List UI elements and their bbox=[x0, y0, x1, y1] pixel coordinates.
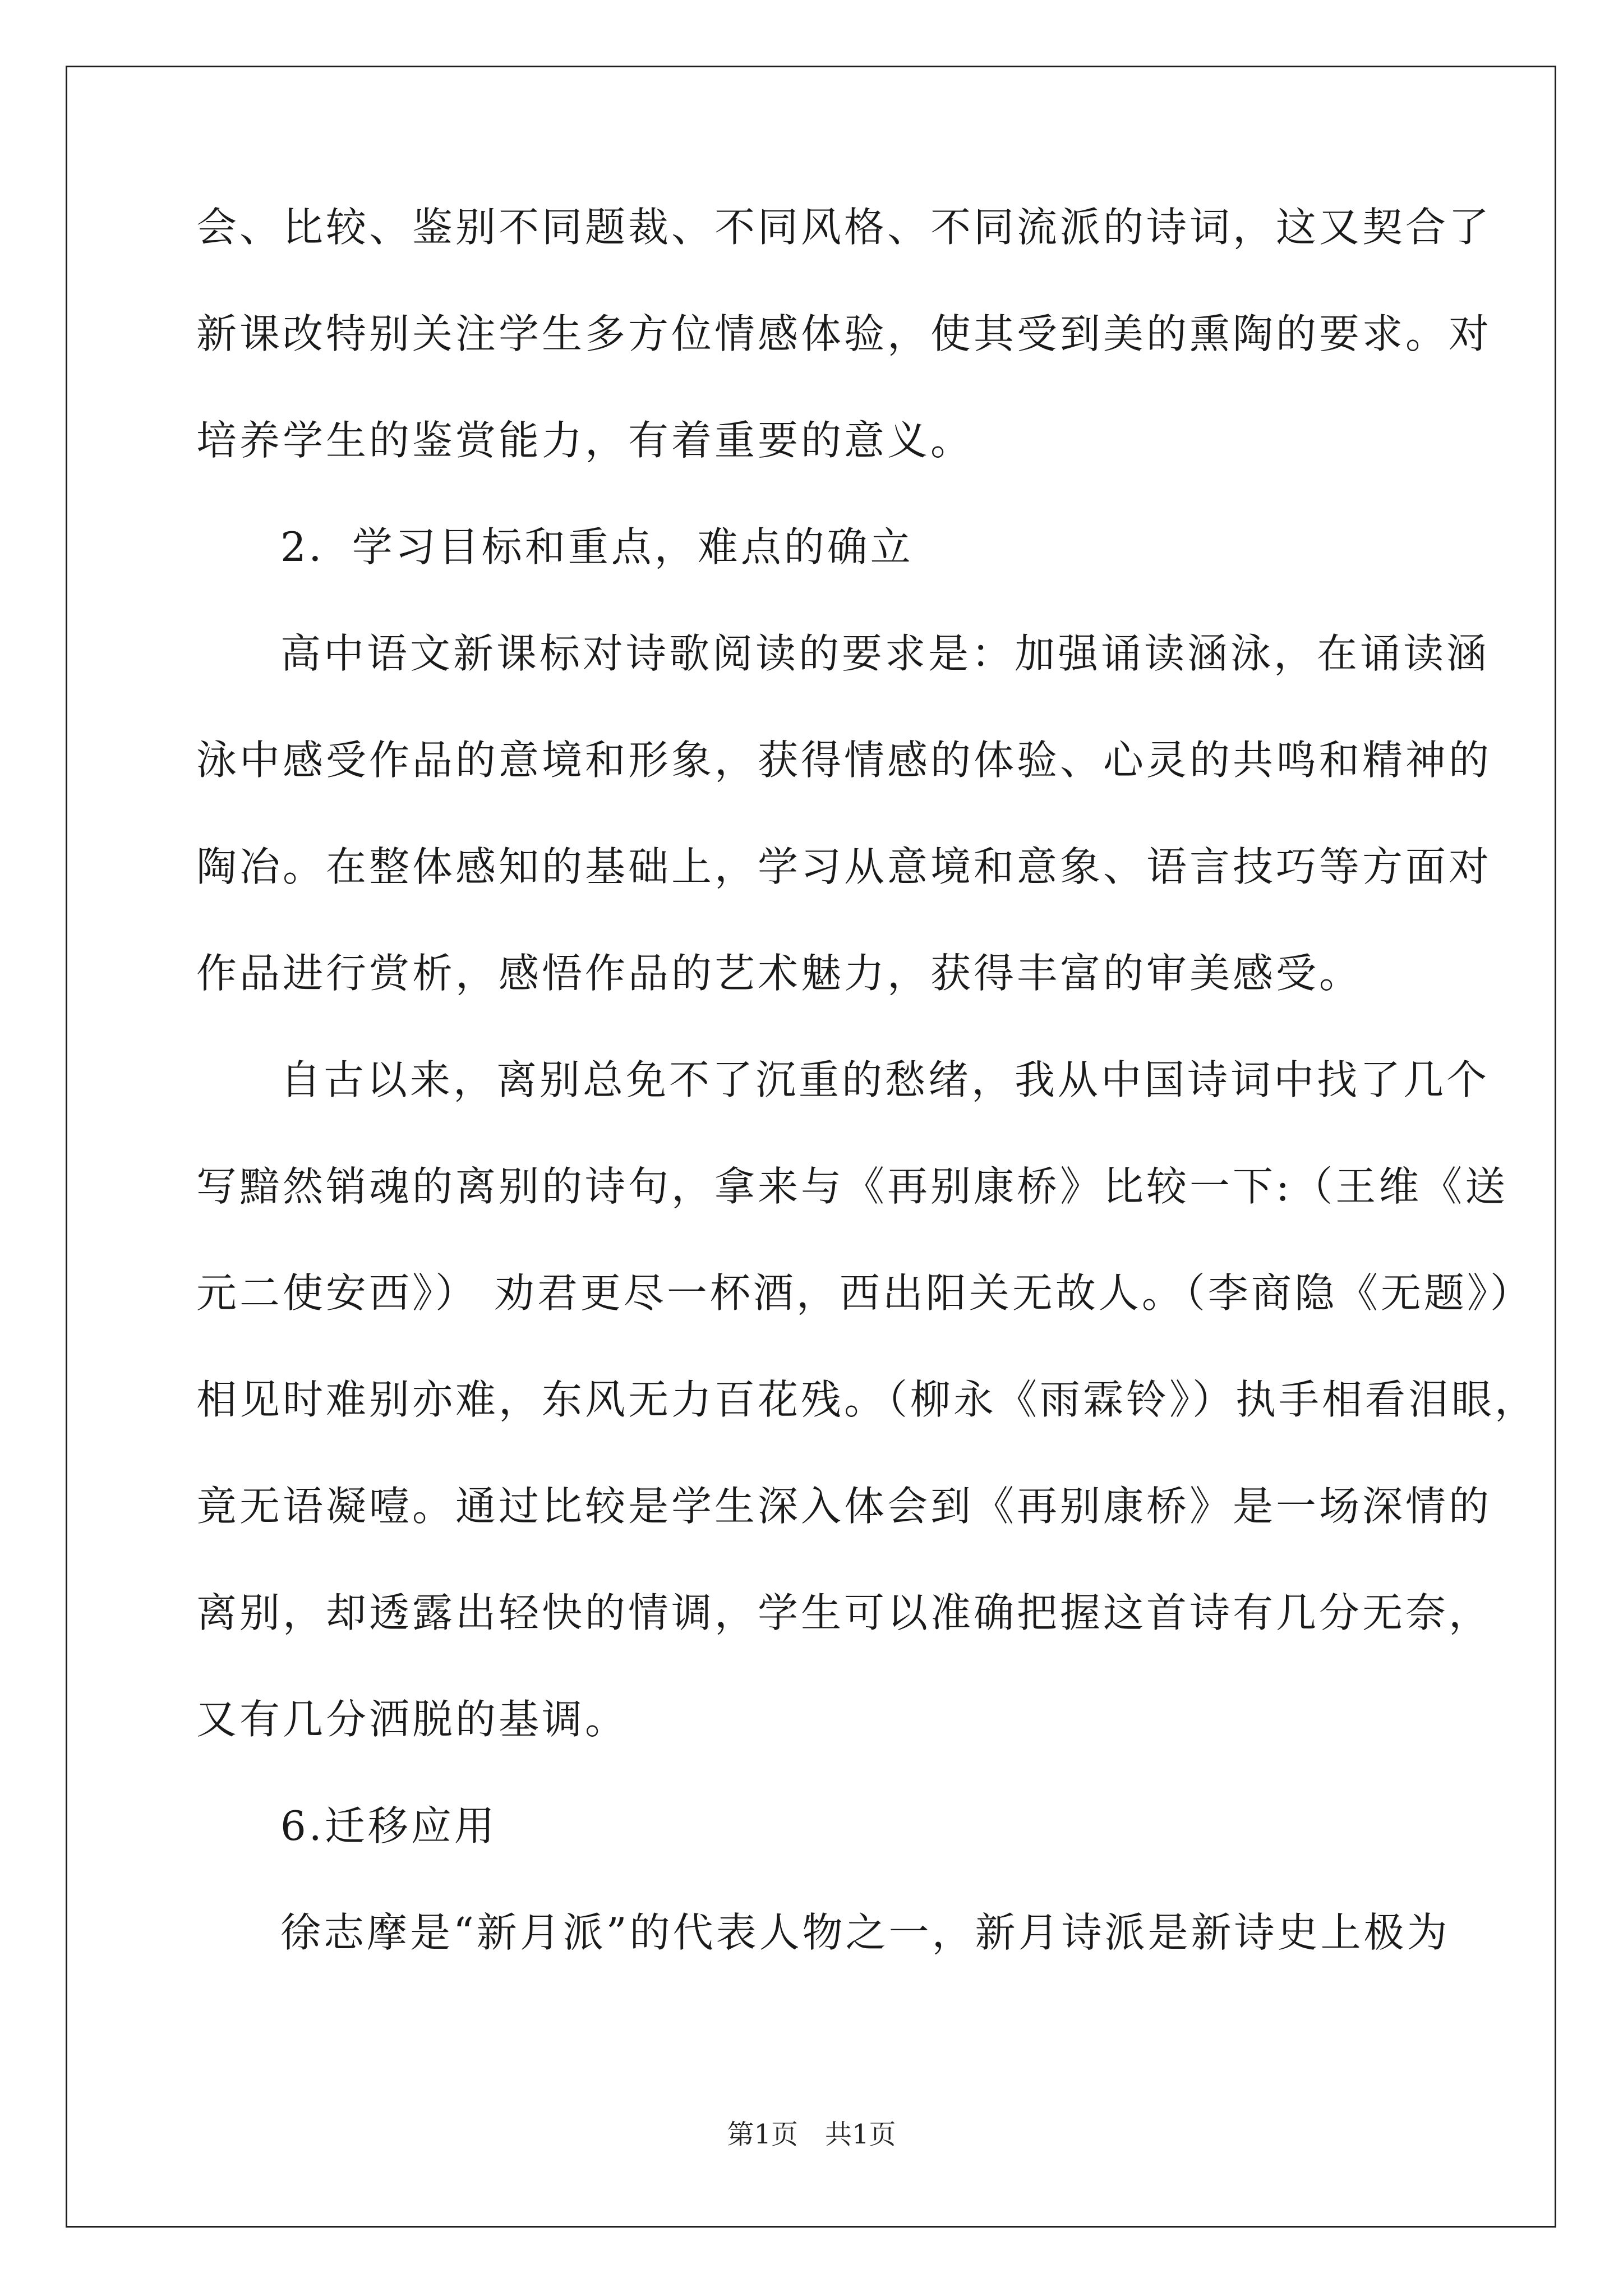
paragraph-line-14: 离别，却透露出轻快的情调，学生可以准确把握这首诗有几分无奈， bbox=[196, 1589, 1492, 1636]
paragraph-line-13: 竟无语凝噎。通过比较是学生深入体会到《再别康桥》是一场深情的 bbox=[196, 1483, 1492, 1530]
paragraph-line-6: 泳中感受作品的意境和形象，获得情感的体验、心灵的共鸣和精神的 bbox=[196, 737, 1492, 784]
document-body bbox=[196, 199, 1538, 2011]
paragraph-line-7: 陶冶。在整体感知的基础上，学习从意境和意象、语言技巧等方面对 bbox=[196, 843, 1492, 890]
paragraph-line-10: 写黯然销魂的离别的诗句，拿来与《再别康桥》比较一下:（王维《送 bbox=[196, 1163, 1509, 1210]
paragraph-line-11: 元二使安西》） 劝君更尽一杯酒，西出阳关无故人。（李商隐《无题》） bbox=[196, 1269, 1533, 1317]
page-footer: 第1页 共1页 bbox=[727, 2119, 896, 2150]
section-heading-2: 2．学习目标和重点，难点的确立 bbox=[280, 523, 914, 570]
paragraph-line-1: 会、比较、鉴别不同题裁、不同风格、不同流派的诗词，这又契合了 bbox=[196, 204, 1492, 251]
paragraph-line-17: 徐志摩是“新月派”的代表人物之一，新月诗派是新诗史上极为 bbox=[280, 1909, 1450, 1956]
paragraph-line-5: 高中语文新课标对诗歌阅读的要求是：加强诵读涵泳，在诵读涵 bbox=[280, 630, 1490, 677]
paragraph-line-9: 自古以来，离别总免不了沉重的愁绪，我从中国诗词中找了几个 bbox=[280, 1056, 1490, 1103]
section-heading-6: 6.迁移应用 bbox=[280, 1802, 497, 1849]
paragraph-line-8: 作品进行赏析，感悟作品的艺术魅力，获得丰富的审美感受。 bbox=[196, 950, 1363, 997]
paragraph-line-15: 又有几分洒脱的基调。 bbox=[196, 1696, 629, 1743]
paragraph-line-3: 培养学生的鉴赏能力，有着重要的意义。 bbox=[196, 417, 974, 464]
paragraph-line-2: 新课改特别关注学生多方位情感体验，使其受到美的熏陶的要求。对 bbox=[196, 310, 1492, 357]
paragraph-line-12: 相见时难别亦难，东风无力百花残。（柳永《雨霖铃》）执手相看泪眼， bbox=[196, 1376, 1538, 1423]
